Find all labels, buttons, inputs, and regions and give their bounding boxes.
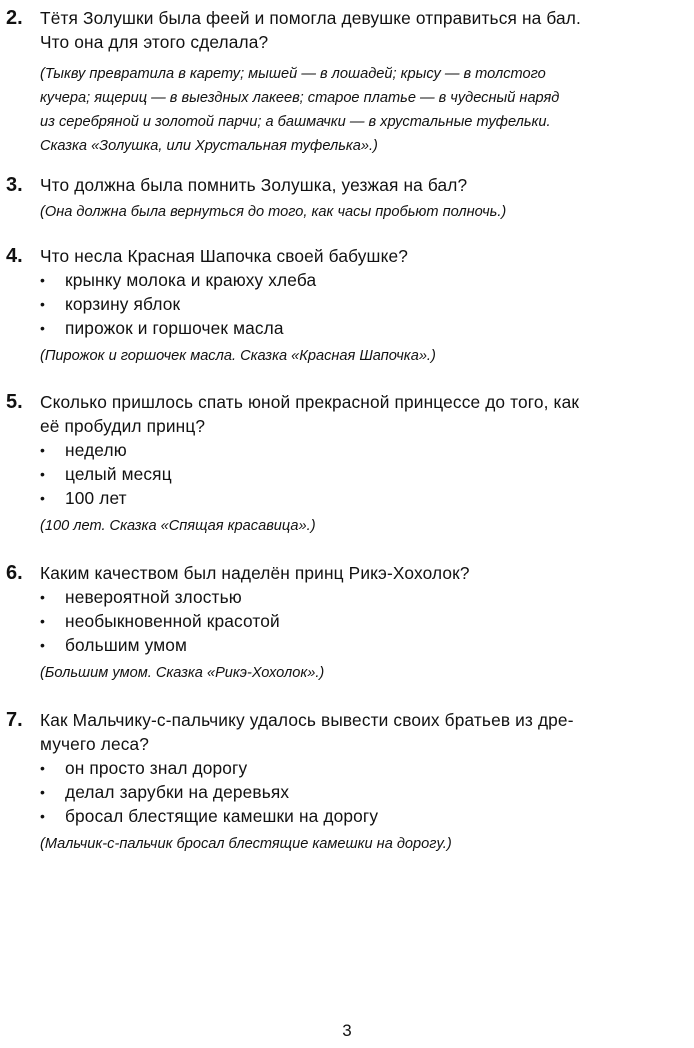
question-number: 5. — [6, 391, 23, 413]
option-text: неделю — [65, 440, 127, 460]
option-text: большим умом — [65, 635, 188, 655]
page-number: 3 — [342, 1021, 352, 1040]
question-text: Как Мальчику-с-пальчику удалось вывести своих братьев из дре- мучего леса? — [40, 710, 574, 754]
bullet-icon: • — [40, 760, 46, 776]
answer-text: (100 лет. Сказка «Спящая красавица».) — [40, 518, 316, 534]
question-number: 7. — [6, 709, 23, 731]
question-text: Сколько пришлось спать юной прекрасной принцессе до того, как её пробудил принц? — [40, 392, 580, 436]
question-text: Что должна была помнить Золушка, уезжая на бал? — [40, 175, 468, 195]
option-text: корзину яблок — [65, 294, 181, 314]
question-number: 3. — [6, 174, 23, 196]
answer-option — [40, 756, 247, 781]
answer-option — [40, 462, 172, 487]
answer-option — [40, 585, 242, 610]
answer-text: (Она должна была вернуться до того, как часы пробьют полночь.) — [40, 204, 507, 220]
answer-option — [40, 438, 127, 463]
bullet-icon: • — [40, 442, 46, 458]
bullet-icon: • — [40, 589, 46, 605]
bullet-icon: • — [40, 490, 46, 506]
question-text: Каким качеством был наделён принц Рикэ-Хохолок? — [40, 563, 470, 583]
answer-text: (Тыкву превратила в карету; мышей — в лошадей; крысу — в толстого кучера; ящериц — в выездных лакеев; старое платье — в чудесный наряд из серебряной и золотой парчи; а башмачки — в хрустальные туфельки. Сказка «Золушка, или Хрустальная туфелька».) — [40, 66, 560, 154]
option-text: целый месяц — [65, 464, 172, 484]
answer-option — [40, 486, 127, 511]
bullet-icon: • — [40, 272, 46, 288]
option-text: делал зарубки на деревьях — [65, 782, 290, 802]
question-number: 2. — [6, 7, 23, 29]
answer-option — [40, 780, 289, 805]
answer-option — [40, 609, 280, 634]
bullet-icon: • — [40, 466, 46, 482]
answer-text: (Пирожок и горшочек масла. Сказка «Красная Шапочка».) — [40, 348, 436, 364]
question-number: 4. — [6, 245, 23, 267]
answer-option — [40, 633, 187, 658]
bullet-icon: • — [40, 637, 46, 653]
option-text: необыкновенной красотой — [65, 611, 280, 631]
option-text: пирожок и горшочек масла — [65, 318, 284, 338]
bullet-icon: • — [40, 296, 46, 312]
answer-option — [40, 292, 180, 317]
option-text: он просто знал дорогу — [65, 758, 248, 778]
bullet-icon: • — [40, 320, 46, 336]
option-text: невероятной злостью — [65, 587, 242, 607]
answer-option — [40, 268, 316, 293]
option-text: 100 лет — [65, 488, 127, 508]
option-text: бросал блестящие камешки на дорогу — [65, 806, 379, 826]
bullet-icon: • — [40, 784, 46, 800]
bullet-icon: • — [40, 808, 46, 824]
question-text: Тётя Золушки была феей и помогла девушке отправиться на бал. Что она для этого сделала? — [40, 8, 581, 52]
bullet-icon: • — [40, 613, 46, 629]
option-text: крынку молока и краюху хлеба — [65, 270, 317, 290]
question-text: Что несла Красная Шапочка своей бабушке? — [40, 246, 408, 266]
question-number: 6. — [6, 562, 23, 584]
answer-text: (Мальчик-с-пальчик бросал блестящие камешки на дорогу.) — [40, 836, 452, 852]
answer-option — [40, 804, 378, 829]
answer-text: (Большим умом. Сказка «Рикэ-Хохолок».) — [40, 665, 325, 681]
answer-option — [40, 316, 284, 341]
